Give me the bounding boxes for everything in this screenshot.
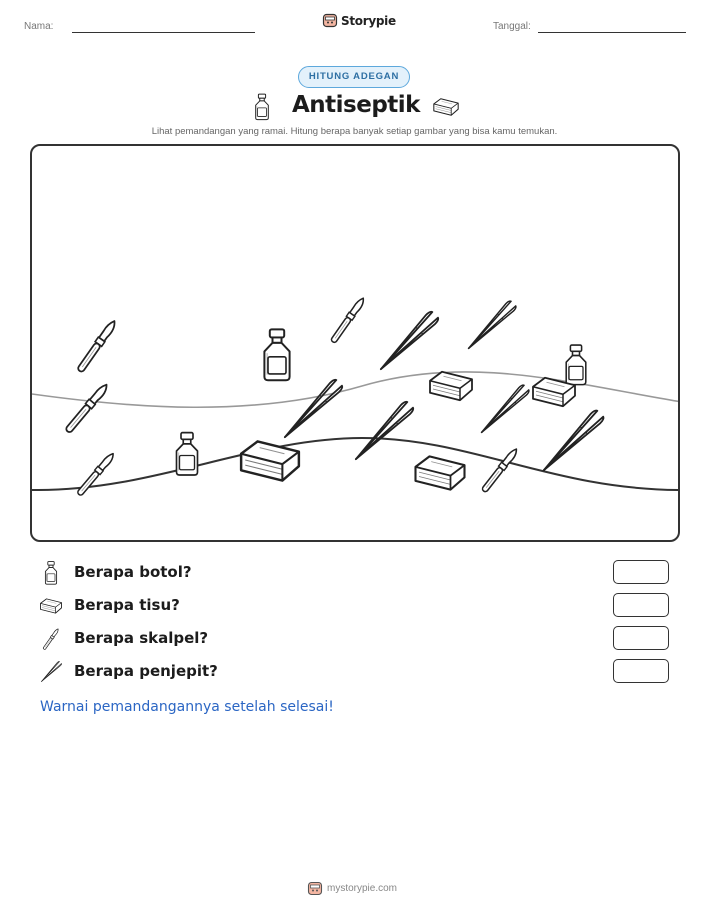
counting-scene xyxy=(30,144,680,542)
answer-box-tweezers[interactable] xyxy=(613,659,669,683)
activity-badge: HITUNG ADEGAN xyxy=(298,66,410,88)
scene-bottle-icon xyxy=(566,345,586,385)
tissue-icon xyxy=(38,593,64,619)
page-title: Antiseptik xyxy=(292,92,420,118)
question-row-scalpels xyxy=(38,626,678,652)
scene-bottle-icon xyxy=(264,329,289,380)
scene-tissue-icon xyxy=(416,456,465,489)
scene-scalpel-icon xyxy=(76,319,117,373)
title-row xyxy=(0,92,709,124)
bottle-icon xyxy=(253,93,271,121)
question-row-tissues xyxy=(38,593,678,619)
scene-tweezers-icon xyxy=(280,378,343,441)
closing-instruction: Warnai pemandangannya setelah selesai! xyxy=(40,699,334,715)
scene-tweezers-icon xyxy=(465,300,517,352)
date-field-line[interactable] xyxy=(538,32,686,33)
scene-tissue-icon xyxy=(241,441,299,480)
storypie-mascot-icon xyxy=(322,12,338,29)
instructions: Lihat pemandangan yang ramai. Hitung berapa banyak setiap gambar yang bisa kamu temukan. xyxy=(151,126,558,137)
question-text: Berapa botol? xyxy=(74,563,192,581)
question-text: Berapa penjepit? xyxy=(74,662,218,680)
answer-box-tissues[interactable] xyxy=(613,593,669,617)
scene-tweezers-icon xyxy=(351,400,414,463)
question-text: Berapa skalpel? xyxy=(74,629,209,647)
footer-url[interactable]: mystorypie.com xyxy=(327,883,398,894)
storypie-mascot-icon xyxy=(307,880,323,897)
scene-tissue-icon xyxy=(430,372,472,401)
scene-scalpel-icon xyxy=(76,451,116,496)
scene-scalpel-icon xyxy=(330,296,366,344)
name-label: Nama: xyxy=(24,21,54,32)
question-row-bottles xyxy=(38,560,678,586)
foreground-hill-line xyxy=(32,438,680,490)
question-row-tweezers xyxy=(38,659,678,685)
tweezers-icon xyxy=(38,659,64,685)
scene-tweezers-icon xyxy=(539,409,605,475)
scene-scalpel-icon xyxy=(481,447,519,493)
scene-scalpel-icon xyxy=(64,382,109,434)
brand-name: Storypie xyxy=(341,13,396,28)
scene-illustration xyxy=(32,146,680,542)
date-label: Tanggal: xyxy=(493,21,531,32)
answer-box-scalpels[interactable] xyxy=(613,626,669,650)
bottle-icon xyxy=(38,560,64,586)
footer xyxy=(307,880,397,897)
tissue-icon xyxy=(432,97,460,117)
answer-box-bottles[interactable] xyxy=(613,560,669,584)
scene-tweezers-icon xyxy=(376,310,439,373)
brand-logo xyxy=(322,12,396,29)
scene-tweezers-icon xyxy=(478,384,530,436)
question-text: Berapa tisu? xyxy=(74,596,180,614)
scene-bottle-icon xyxy=(177,433,198,475)
scalpel-icon xyxy=(38,626,64,652)
name-field-line[interactable] xyxy=(72,32,255,33)
